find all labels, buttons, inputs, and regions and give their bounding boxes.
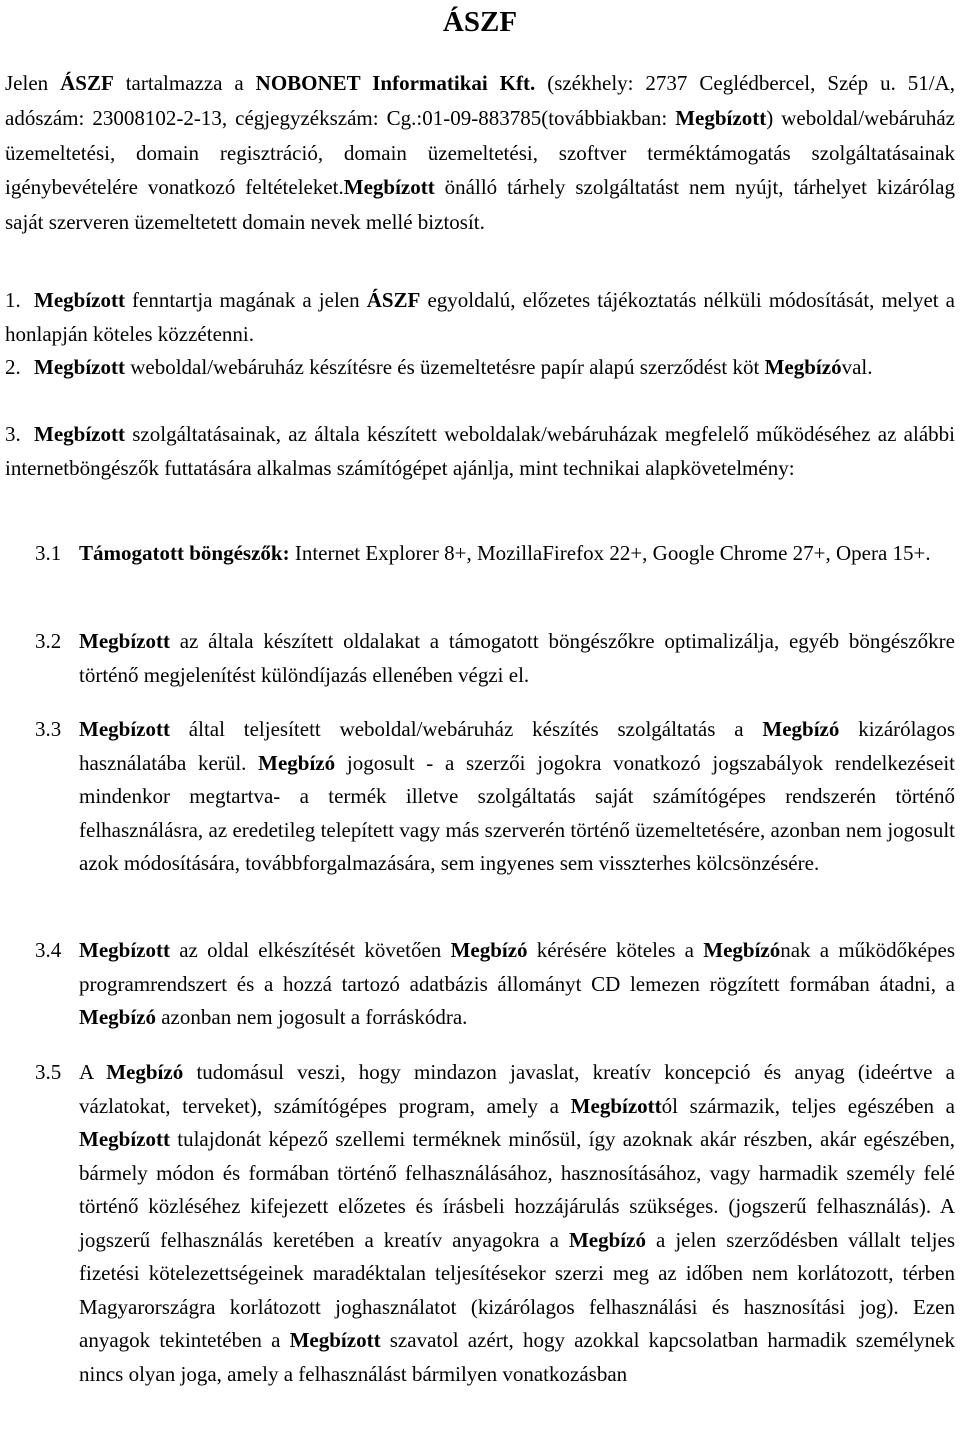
clause-2 [5, 351, 955, 385]
bold-term: Megbízó [568, 1227, 646, 1252]
clause-number: 2. [5, 355, 21, 379]
clause-text: Megbízott weboldal/webáruház készítésre és üzemeltetésre papír alapú szerződést köt Megbízóval. [34, 355, 873, 379]
bold-term: ÁSZF [366, 288, 421, 312]
bold-term: Megbízott [79, 938, 170, 962]
subclause-text: Megbízott az oldal elkészítését követően Megbízó kérésére köteles a Megbízónak a működőképes programrendszert és a hozzá tartozó adatbázis állományt CD lemezen rögzített formában átadni, a Megbízó azonban nem jogosult a forráskódra. [79, 938, 955, 1029]
bold-term: Megbízott [343, 175, 435, 200]
subclause-number: 3.2 [35, 629, 62, 653]
bold-term: Megbízott [79, 717, 170, 741]
bold-term: Megbízott [570, 1093, 662, 1118]
bold-term: Megbízó [450, 938, 528, 962]
subclause-text: Megbízott által teljesített weboldal/webáruház készítés szolgáltatás a Megbízó kizárólagos használatába kerül. Megbízó jogosult - a szerzői jogokra vonatkozó jogszabályok rendelkezéseit mindenkor megtartva- a termék illetve szolgáltatás saját számítógépes rendszerén történő felhasználásra, az eredetileg telepített vagy más szerverén történő üzemeltetésére, azonban nem jogosult azok módosítására, továbbforgalmazására, sem ingyenes sem visszterhes kölcsönzésére. [79, 717, 955, 875]
clause-text: Megbízott fenntartja magának a jelen ÁSZF egyoldalú, előzetes tájékoztatás nélküli módosítását, melyet a honlapján köteles közzétenni. [5, 288, 955, 346]
clause-1 [5, 284, 955, 351]
bold-term: NOBONET Informatikai Kft. [255, 71, 536, 95]
clause-text: Megbízott szolgáltatásainak, az általa készített weboldalak/webáruházak megfelelő működéséhez az alábbi internetböngészők futtatására alkalmas számítógépet ajánlja, mint technikai alapkövetelmény: [5, 422, 955, 480]
bold-term: ÁSZF [60, 71, 114, 95]
subclause-text: Megbízott az általa készített oldalakat a támogatott böngészőkre optimalizálja, egyéb böngészőkre történő megjelenítést különdíjazás ellenében végzi el. [79, 629, 955, 687]
subclause-3-5 [35, 1056, 955, 1391]
subclause-text: A Megbízó tudomásul veszi, hogy mindazon javaslat, kreatív koncepció és anyag (ideértve a vázlatokat, terveket), számítógépes program, amely a Megbízottól származik, teljes egészében a Megbízott tulajdonát képező szellemi terméknek minősül, így azoknak akár részben, akár egészében, bármely módon és formában történő felhasználásához, hasznosításához, vagy harmadik személy felé történő közléséhez kifejezett előzetes és írásbeli hozzájárulás szükséges. (jogszerű felhasználás). A jogszerű felhasználás keretében a kreatív anyagokra a Megbízó a jelen szerződésben vállalt teljes fizetési kötelezettségeinek maradéktalan teljesítésekor szerzi meg az időben nem korlátozott, térben Magyarországra korlátozott joghasználatot (kizárólagos felhasználási és hasznosítási jog). Ezen anyagok tekintetében a Megbízott szavatol azért, hogy azokkal kapcsolatban harmadik személynek nincs olyan joga, amely a felhasználást bármilyen vonatkozásban [79, 1060, 955, 1386]
bold-term: Megbízott [34, 422, 125, 446]
clause-number: 1. [5, 288, 21, 312]
subclause-text: Támogatott böngészők: Internet Explorer 8+, MozillaFirefox 22+, Google Chrome 27+, Opera 15+. [79, 541, 931, 565]
clause-3 [5, 418, 955, 485]
subclause-3-1 [35, 537, 955, 571]
subclause-number: 3.4 [35, 938, 62, 962]
bold-term: Megbízó [106, 1060, 184, 1084]
document-title: ÁSZF [442, 6, 518, 38]
subclause-3-2 [35, 625, 955, 692]
bold-term: Megbízó [79, 1005, 156, 1029]
bold-term: Megbízott [34, 288, 125, 312]
bold-term: Megbízott [34, 355, 125, 379]
bold-term: Megbízott [675, 105, 767, 130]
bold-term: Megbízott [79, 1127, 170, 1151]
bold-term: Megbízott [79, 629, 170, 653]
bold-term: Megbízott [289, 1328, 381, 1352]
subclause-3-3 [35, 713, 955, 881]
subclause-3-4 [35, 934, 955, 1035]
bold-term: Megbízó [703, 938, 781, 962]
intro-paragraph: Jelen ÁSZF tartalmazza a NOBONET Informatikai Kft. (székhely: 2737 Ceglédbercel, Szép u. 51/A, adószám: 23008102-2-13, cégjegyzékszám: Cg.:01-09-883785(továbbiakban: Megbízott) weboldal/webáruház üzemeltetési, domain regisztráció, domain üzemeltetési, szoftver terméktámogatás szolgáltatásainak igénybevételére vonatkozó feltételeket.Megbízott önálló tárhely szolgáltatást nem nyújt, tárhelyet kizárólag saját szerveren üzemeltetett domain nevek mellé biztosít. [5, 71, 956, 235]
subclause-number: 3.3 [35, 717, 62, 741]
bold-term: Támogatott böngészők: [79, 541, 290, 565]
bold-term: Megbízó [762, 717, 840, 741]
subclause-number: 3.1 [35, 541, 62, 565]
bold-term: Megbízó [258, 750, 336, 775]
clause-number: 3. [5, 422, 21, 446]
bold-term: Megbízó [764, 355, 842, 379]
subclause-number: 3.5 [35, 1060, 62, 1084]
